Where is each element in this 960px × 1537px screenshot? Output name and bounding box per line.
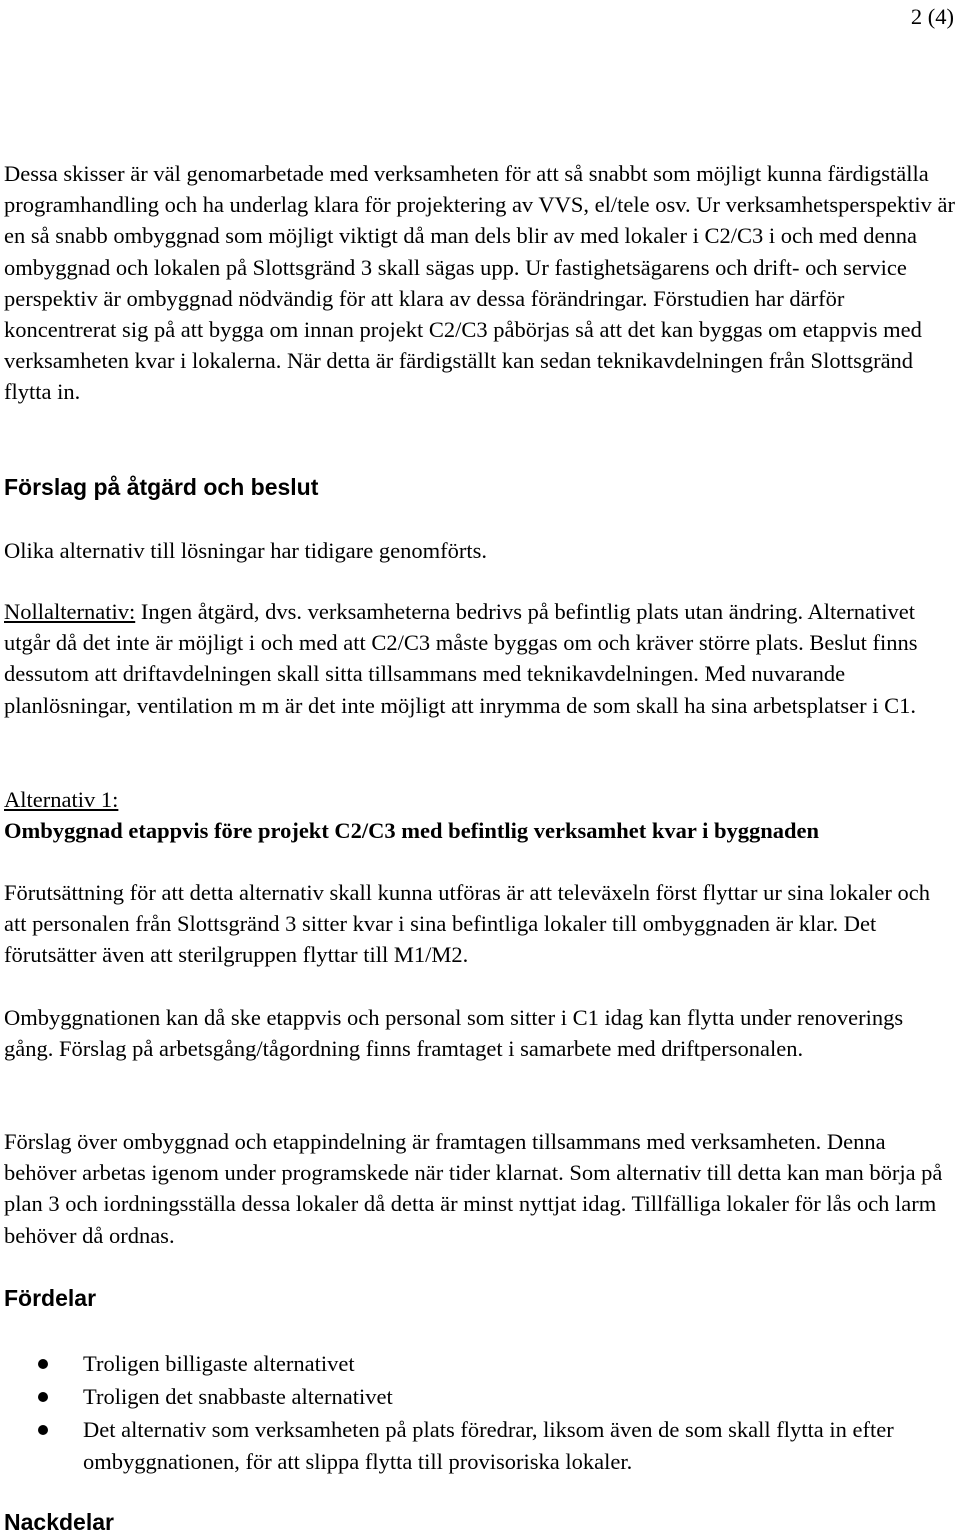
bullet-icon <box>38 1425 48 1435</box>
page-number: 2 (4) <box>910 4 954 29</box>
advantages-heading: Fördelar <box>4 1285 97 1311</box>
zero-alternative-label: Nollalternativ: <box>4 599 136 624</box>
alternative-1-paragraph-2: Ombyggnationen kan då ske etappvis och personal som sitter i C1 idag kan flytta under renoverings gång. Förslag på arbetsgång/tågordning finns framtaget i samarbete med driftpersonalen. <box>4 1005 904 1062</box>
list-item: Troligen billigaste alternativet <box>0 1348 956 1379</box>
bullet-icon <box>38 1392 48 1402</box>
bullet-icon <box>38 1359 48 1369</box>
proposal-intro: Olika alternativ till lösningar har tidigare genomförts. <box>4 538 487 563</box>
advantages-list <box>0 1348 956 1477</box>
proposal-heading: Förslag på åtgärd och beslut <box>4 474 319 500</box>
zero-alternative-text: Ingen åtgärd, dvs. verksamheterna bedrivs på befintlig plats utan ändring. Alternativet utgår då det inte är möjligt i och med att C2/C3 måste byggas om och kräver större plats. Beslut finns dessutom att driftavdelningen skall sitta tillsammans med teknikavdelningen. Med nuvarande planlösningar, ventilation m m är det inte möjligt att inrymma de som skall ha sina arbetsplatser i C1. <box>4 599 918 718</box>
alternative-1-paragraph-1: Förutsättning för att detta alternativ skall kunna utföras är att televäxeln först flyttar ur sina lokaler och att personalen från Slottsgränd 3 sitter kvar i sina befintliga lokaler till ombyggnaden är klar. Det förutsätter även att sterilgruppen flyttar till M1/M2. <box>4 880 930 968</box>
alternative-1-title: Ombyggnad etappvis före projekt C2/C3 med befintlig verksamhet kvar i byggnaden <box>4 818 820 843</box>
disadvantages-heading: Nackdelar <box>4 1509 114 1535</box>
alternative-1-label: Alternativ 1: <box>4 787 119 812</box>
alternative-1-paragraph-3: Förslag över ombyggnad och etappindelning är framtagen tillsammans med verksamheten. Denna behöver arbetas igenom under programskede när tider klarnat. Som alternativ till detta kan man börja på plan 3 och iordningsställa dessa lokaler då detta är minst nyttjat idag. Tillfälliga lokaler för lås och larm behöver då ordnas. <box>4 1129 943 1248</box>
list-item: Det alternativ som verksamheten på plats föredrar, liksom även de som skall flytta in efter ombyggnationen, för att slippa flytta till provisoriska lokaler. <box>0 1414 956 1476</box>
zero-alternative-paragraph <box>4 596 956 721</box>
intro-paragraph: Dessa skisser är väl genomarbetade med verksamheten för att så snabbt som möjligt kunna färdigställa programhandling och ha underlag klara för projektering av VVS, el/tele osv. Ur verksamhetsperspektiv är en så snabb ombyggnad som möjligt viktigt då man dels blir av med lokaler i C2/C3 i och med denna ombyggnad och lokalen på Slottsgränd 3 skall sägas upp. Ur fastighetsägarens och drift- och service perspektiv är ombyggnad nödvändig för att klara av dessa förändringar. Förstudien har därför koncentrerat sig på att bygga om innan projekt C2/C3 påbörjas så att det kan byggas om etappvis med verksamheten kvar i lokalerna. När detta är färdigställt kan sedan teknikavdelningen från Slottsgränd flytta in. <box>4 161 955 405</box>
list-item: Troligen det snabbaste alternativet <box>0 1381 956 1412</box>
